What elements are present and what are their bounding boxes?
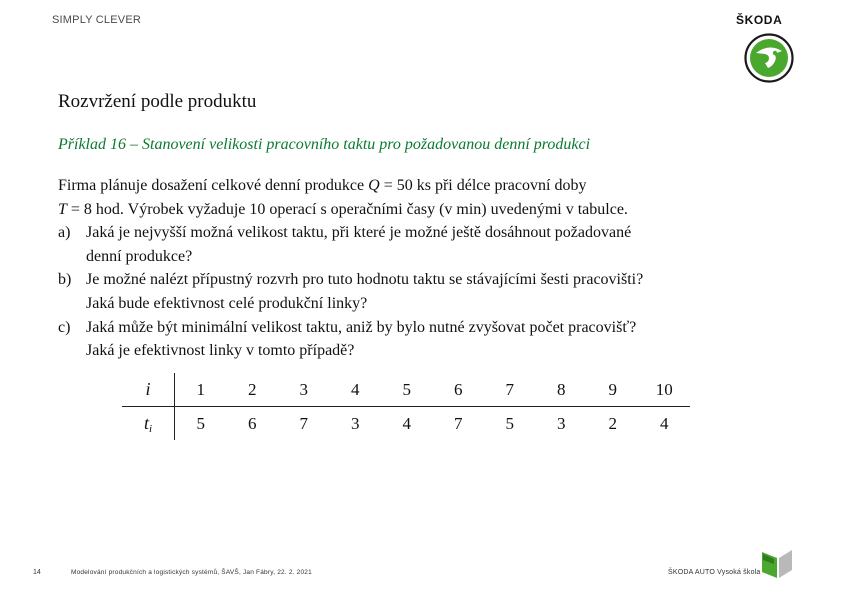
table-cell: 8	[536, 373, 588, 407]
slide-title: Rozvržení podle produktu	[58, 91, 257, 112]
table-cell: 7	[454, 413, 463, 433]
table-row-t	[122, 407, 690, 441]
question-b: b) Je možné nalézt přípustný rozvrh pro tuto hodnotu taktu se stávajícími šesti pracovišti? Jaká bude efektivnost celé produkční linky?	[58, 271, 644, 312]
var-q: Q	[368, 177, 380, 194]
table-cell: 6	[433, 373, 485, 407]
skoda-logo-icon	[744, 33, 794, 83]
table-cell: 4	[402, 413, 411, 433]
example-subtitle: Příklad 16 – Stanovení velikosti pracovního taktu pro požadovanou denní produkci	[58, 136, 591, 153]
problem-text	[58, 174, 798, 363]
table-cell: 2	[227, 373, 279, 407]
footer-text: Modelování produkčních a logistických systémů, ŠAVŠ, Jan Fábry, 22. 2. 2021	[71, 569, 312, 576]
tagline: SIMPLY CLEVER	[52, 14, 142, 26]
page-number: 14	[33, 569, 41, 576]
table-cell: 2	[608, 413, 617, 433]
table-cell: 1	[175, 373, 227, 407]
var-t: T	[58, 200, 67, 218]
skoda-auto-university-logo-icon	[760, 548, 794, 580]
row-header-i: i	[122, 373, 175, 407]
table-cell: 4	[660, 413, 669, 433]
question-a: a) Jaká je nejvyšší možná velikost taktu, při které je možné ještě dosáhnout požadované denní produkce?	[58, 224, 632, 265]
table-cell: 3	[278, 373, 330, 407]
row-header-t: $t_i$	[122, 407, 175, 441]
table-cell: 4	[330, 373, 382, 407]
brand-wordmark: ŠKODA	[736, 13, 783, 27]
table-cell: 5	[381, 373, 433, 407]
table-cell: 5	[505, 413, 514, 433]
table-cell: 3	[557, 413, 566, 433]
table-cell: 3	[351, 413, 360, 433]
table-cell: 9	[587, 373, 639, 407]
table-cell: 5	[196, 413, 205, 433]
question-c: c) Jaká může být minimální velikost taktu, aniž by bylo nutné zvyšovat počet pracovišť? Jaká je efektivnost linky v tomto případě?	[58, 318, 637, 360]
intro-line-1: Firma plánuje dosažení celkové denní produkce Q = 50 ks při délce pracovní doby	[58, 177, 587, 194]
footer-brand: ŠKODA AUTO Vysoká škola	[668, 569, 761, 576]
table-row-i	[122, 373, 690, 407]
table-cell: 6	[248, 413, 257, 433]
table-cell: 7	[484, 373, 536, 407]
table-cell: 7	[299, 413, 308, 433]
operation-times-table	[122, 373, 690, 440]
table-cell: 10	[639, 373, 691, 407]
intro-line-2: T = 8 hod. Výrobek vyžaduje 10 operací s operačními časy (v min) uvedenými v tabulce.	[58, 200, 628, 218]
